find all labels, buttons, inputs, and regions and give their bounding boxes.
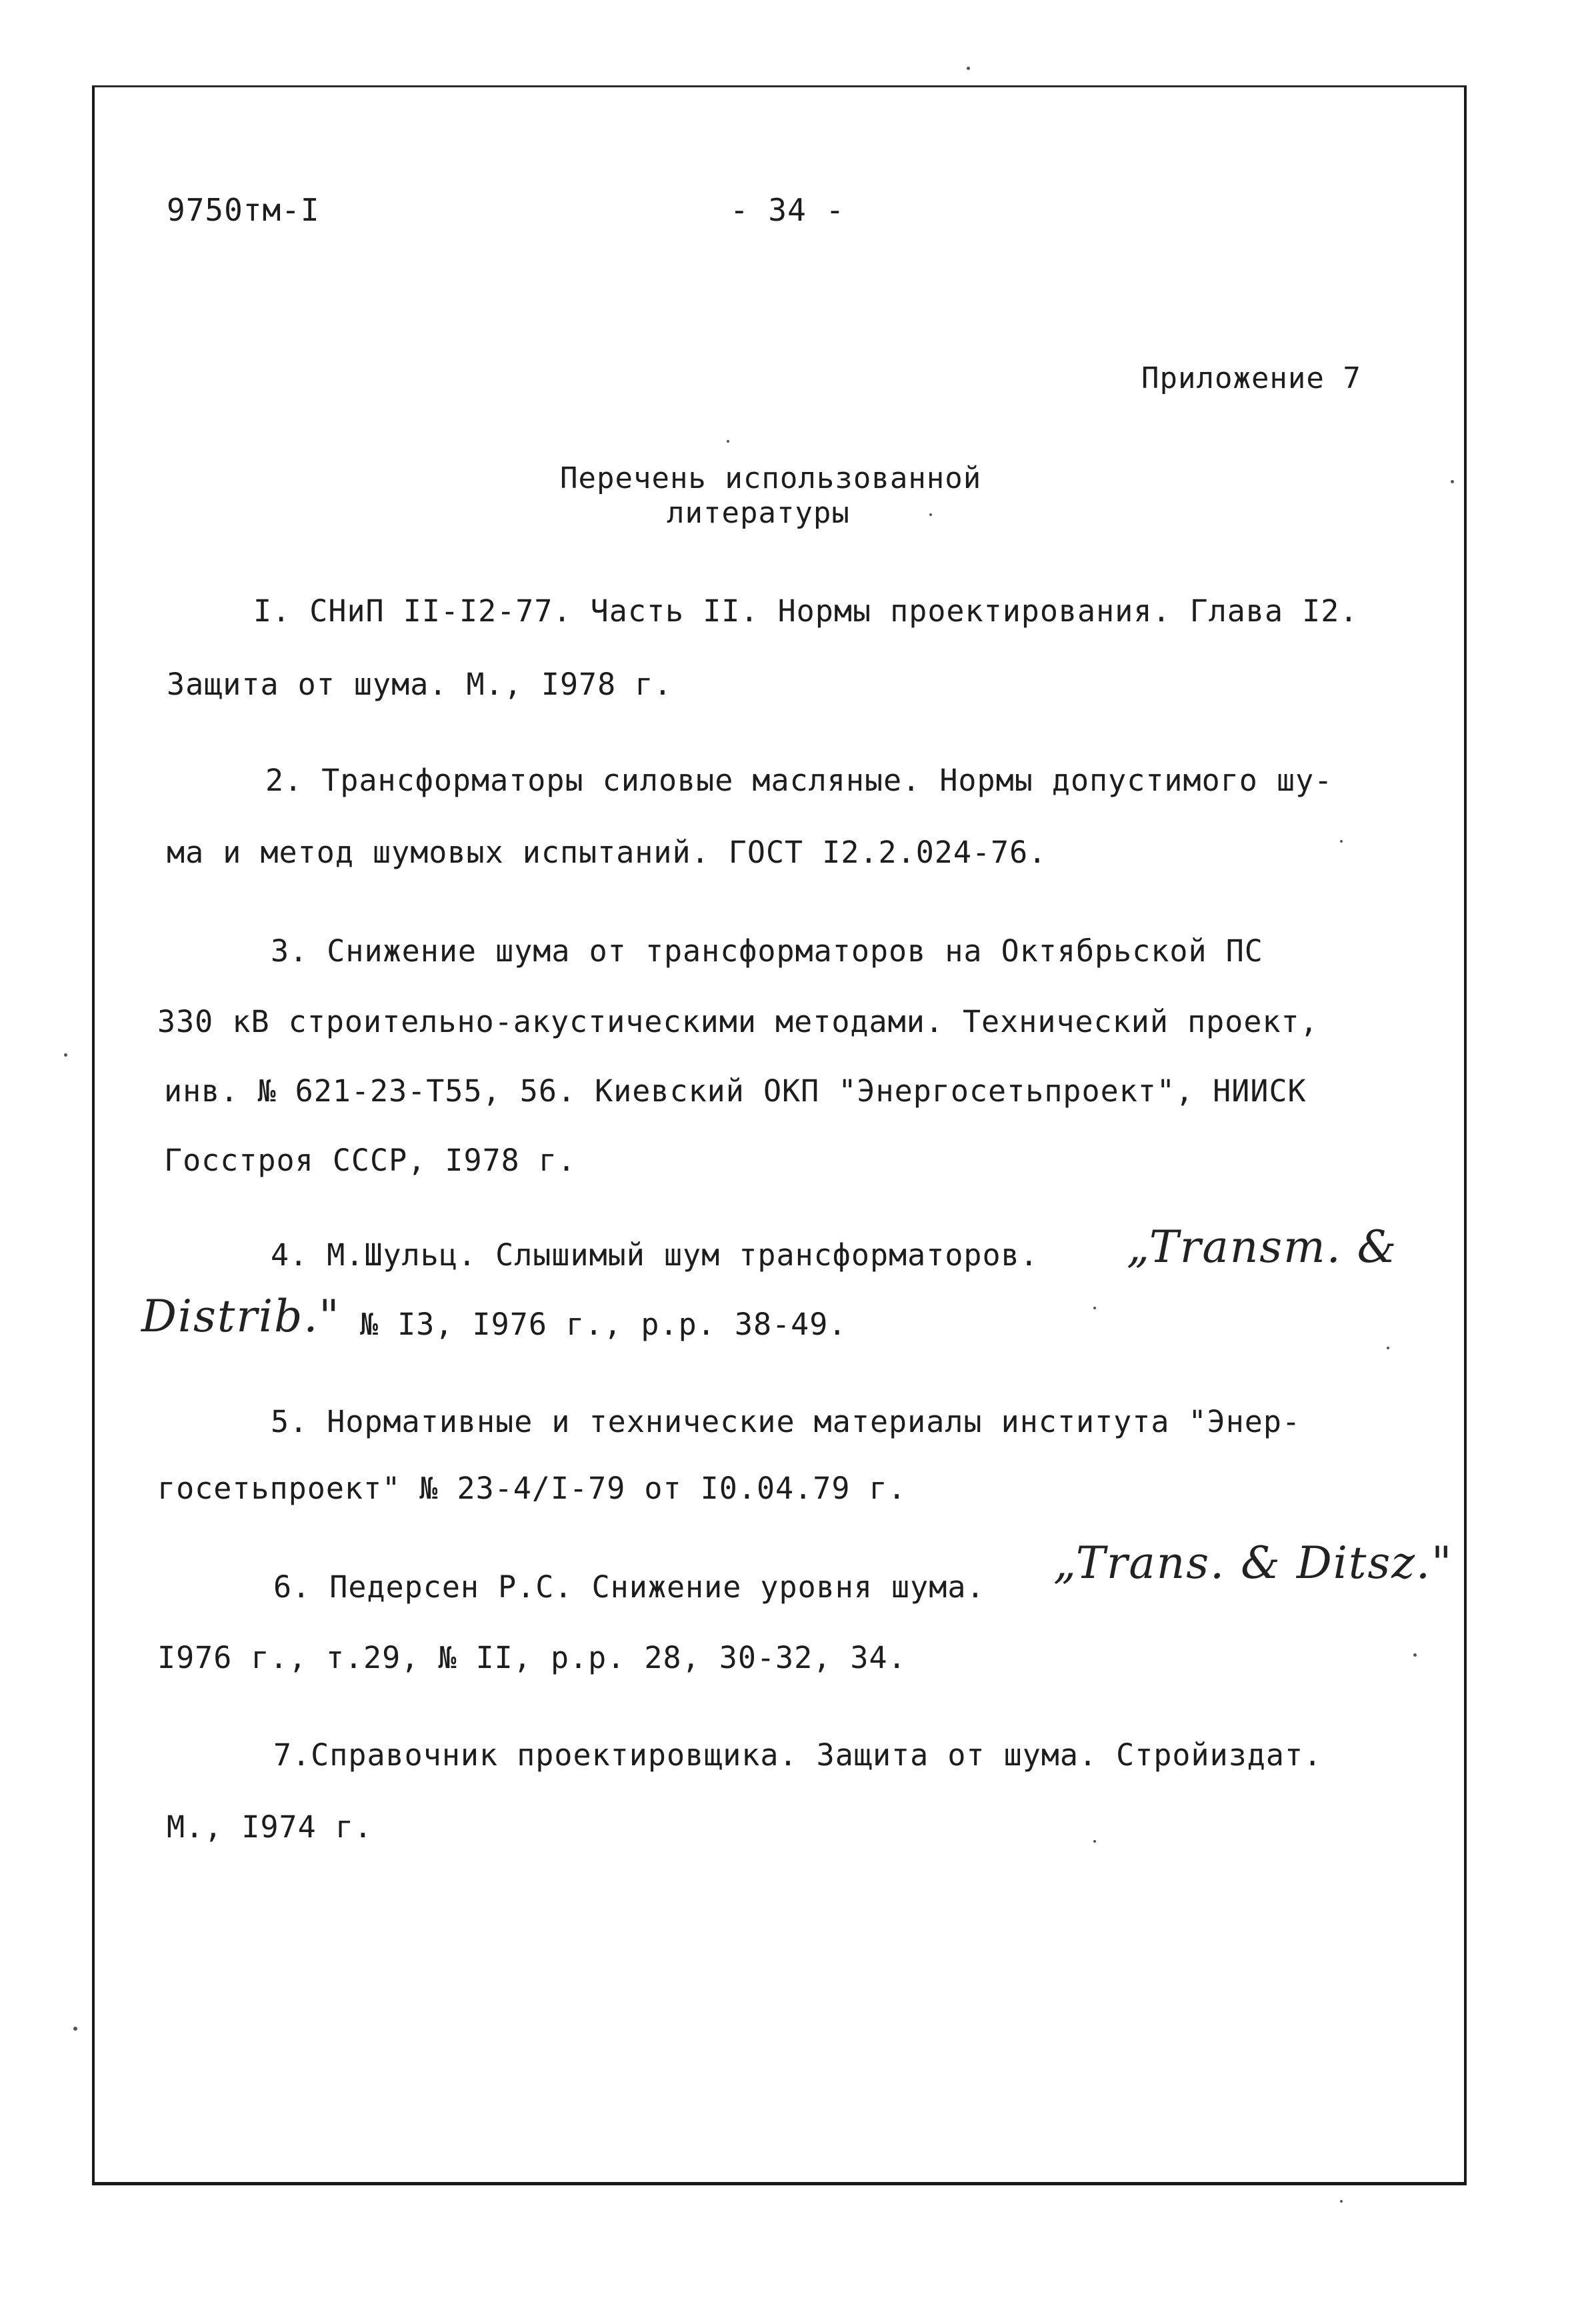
scan-speck <box>1093 1840 1096 1843</box>
scan-speck <box>1413 1653 1417 1657</box>
scan-speck <box>967 67 970 70</box>
reference-4-handwritten-journal: „Transm. & <box>1127 1221 1398 1273</box>
scan-speck <box>1093 1307 1096 1309</box>
reference-2-line-2: ма и метод шумовых испытаний. ГОСТ I2.2.024-76. <box>167 835 1047 870</box>
scan-speck <box>727 440 729 443</box>
reference-7-line-1: 7.Справочник проектировщика. Защита от шума. Стройиздат. <box>273 1737 1323 1773</box>
scan-speck <box>929 513 932 516</box>
document-code: 9750тм-I <box>167 192 320 228</box>
reference-6-line-2: I976 г., т.29, № II, p.p. 28, 30-32, 34. <box>157 1640 907 1675</box>
scan-speck <box>1340 2200 1343 2203</box>
scan-speck <box>73 2027 77 2031</box>
reference-3-line-1: 3. Снижение шума от трансформаторов на Октябрьской ПС <box>271 933 1263 969</box>
reference-7-line-2: М., I974 г. <box>167 1809 373 1845</box>
reference-2-line-1: 2. Трансформаторы силовые масляные. Нормы допустимого шу- <box>265 763 1333 798</box>
reference-1-line-2: Защита от шума. М., I978 г. <box>167 667 673 702</box>
page-border-frame <box>92 85 1467 2185</box>
reference-6-line-1: 6. Педерсен Р.С. Снижение уровня шума. <box>273 1569 985 1605</box>
reference-1-line-1: I. СНиП II-I2-77. Часть II. Нормы проектирования. Глава I2. <box>253 593 1359 629</box>
scan-speck <box>1340 840 1343 843</box>
title-line-2: литературы <box>667 496 850 530</box>
appendix-label: Приложение 7 <box>1141 361 1361 395</box>
scan-speck <box>64 1053 67 1057</box>
reference-5-line-2: госетьпроект" № 23-4/I-79 от I0.04.79 г. <box>157 1471 907 1506</box>
reference-4-line-1: 4. М.Шульц. Слышимый шум трансформаторов. <box>271 1237 1039 1273</box>
reference-3-line-4: Госстроя СССР, I978 г. <box>164 1143 577 1178</box>
reference-5-line-1: 5. Нормативные и технические материалы института "Энер- <box>271 1404 1301 1439</box>
reference-6-handwritten-journal: „Trans. & Ditsz." <box>1053 1537 1453 1589</box>
title-line-1: Перечень использованной <box>560 461 982 495</box>
reference-4-handwritten-journal-cont: Distrib." <box>141 1291 341 1342</box>
reference-3-line-3: инв. № 621-23-Т55, 56. Киевский ОКП "Энергосетьпроект", НИИСК <box>164 1073 1307 1109</box>
scan-speck <box>1387 1347 1389 1349</box>
reference-3-line-2: 330 кВ строительно-акустическими методами. Технический проект, <box>157 1004 1319 1039</box>
scan-speck <box>1451 480 1454 483</box>
reference-4-line-2: № I3, I976 г., p.p. 38-49. <box>360 1307 847 1342</box>
page-number: - 34 - <box>730 192 845 228</box>
